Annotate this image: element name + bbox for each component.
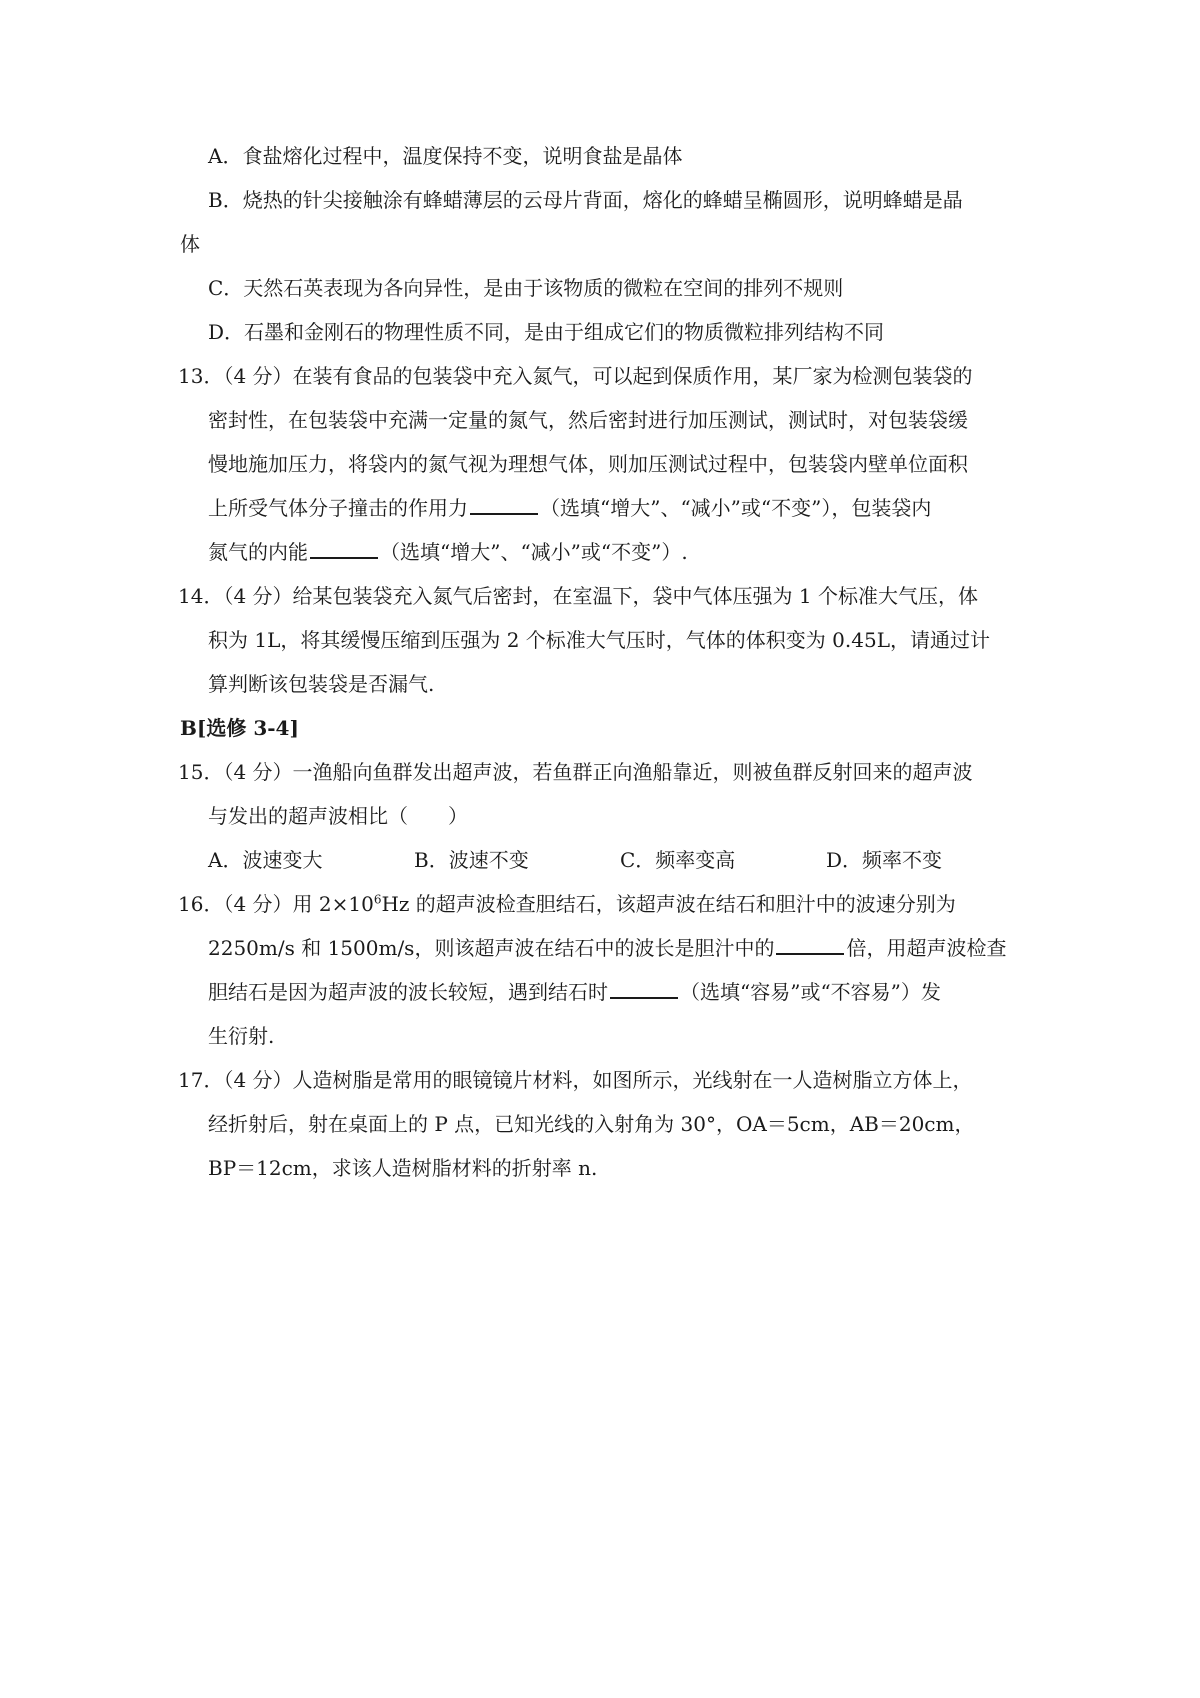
q17-line3: BP＝12cm，求该人造树脂材料的折射率 n. [208, 1156, 598, 1180]
q13-line3: 慢地施加压力，将袋内的氮气视为理想气体，则加压测试过程中，包装袋内壁单位面积 [208, 452, 968, 476]
q16-line1-text-b: Hz 的超声波检查胆结石，该超声波在结石和胆汁中的波速分别为 [381, 892, 956, 916]
answer-blank [776, 935, 844, 955]
q13-line5-text-a: 氮气的内能 [208, 540, 308, 564]
q16-line3 [0, 978, 1200, 1006]
q16-line2-text-a: 2250m/s 和 1500m/s，则该超声波在结石中的波长是胆汁中的 [208, 936, 775, 960]
q16-line3-text-b: （选填“容易”或“不容易”）发 [680, 980, 941, 1004]
q15-option-b: B．波速不变 [414, 848, 529, 872]
q12-option-a: A．食盐熔化过程中，温度保持不变，说明食盐是晶体 [208, 144, 683, 168]
q15-option-a: A．波速变大 [208, 848, 323, 872]
q16-line4: 生衍射. [208, 1024, 275, 1048]
q16-line1-text-a: 16．（4 分）用 2×10 [178, 892, 374, 916]
q14-line3: 算判断该包装袋是否漏气. [208, 672, 435, 696]
answer-blank [310, 539, 378, 559]
q12-option-b-line1: B．烧热的针尖接触涂有蜂蜡薄层的云母片背面，熔化的蜂蜡呈椭圆形，说明蜂蜡是晶 [208, 188, 963, 212]
q16-line2-text-b: 倍，用超声波检查 [846, 936, 1007, 960]
q13-line5-text-b: （选填“增大”、“减小”或“不变”）. [380, 540, 688, 564]
q16-line1 [0, 890, 1200, 918]
q15-line2: 与发出的超声波相比（ ） [208, 804, 468, 828]
q15-line1: 15．（4 分）一渔船向鱼群发出超声波，若鱼群正向渔船靠近，则被鱼群反射回来的超声波 [178, 760, 973, 784]
q16-line2 [0, 934, 1200, 962]
q13-line4 [0, 494, 1200, 522]
section-heading: B[选修 3-4] [180, 716, 299, 740]
q12-option-c: C．天然石英表现为各向异性，是由于该物质的微粒在空间的排列不规则 [208, 276, 844, 300]
q12-option-d: D．石墨和金刚石的物理性质不同，是由于组成它们的物质微粒排列结构不同 [208, 320, 885, 344]
q13-line1: 13．（4 分）在装有食品的包装袋中充入氮气，可以起到保质作用，某厂家为检测包装袋的 [178, 364, 973, 388]
q14-line1: 14．（4 分）给某包装袋充入氮气后密封，在室温下，袋中气体压强为 1 个标准大气压，体 [178, 584, 978, 608]
q13-line2: 密封性，在包装袋中充满一定量的氮气，然后密封进行加压测试，测试时，对包装袋缓 [208, 408, 968, 432]
answer-blank [610, 979, 678, 999]
q13-line4-text-a: 上所受气体分子撞击的作用力 [208, 496, 468, 520]
q12-option-b-line2: 体 [180, 232, 200, 256]
q15-option-d: D．频率不变 [826, 848, 943, 872]
q14-line2: 积为 1L，将其缓慢压缩到压强为 2 个标准大气压时，气体的体积变为 0.45L，请通过计 [208, 628, 990, 652]
q15-options [0, 846, 1200, 874]
q16-exponent: 6 [373, 892, 382, 907]
q16-line3-text-a: 胆结石是因为超声波的波长较短，遇到结石时 [208, 980, 608, 1004]
q17-line2: 经折射后，射在桌面上的 P 点，已知光线的入射角为 30°，OA＝5cm，AB＝20cm， [208, 1112, 975, 1136]
q15-option-c: C．频率变高 [620, 848, 736, 872]
answer-blank [470, 495, 538, 515]
q13-line5 [0, 538, 1200, 566]
q13-line4-text-b: （选填“增大”、“减小”或“不变”），包装袋内 [540, 496, 932, 520]
q17-line1: 17．（4 分）人造树脂是常用的眼镜镜片材料，如图所示，光线射在一人造树脂立方体上， [178, 1068, 973, 1092]
